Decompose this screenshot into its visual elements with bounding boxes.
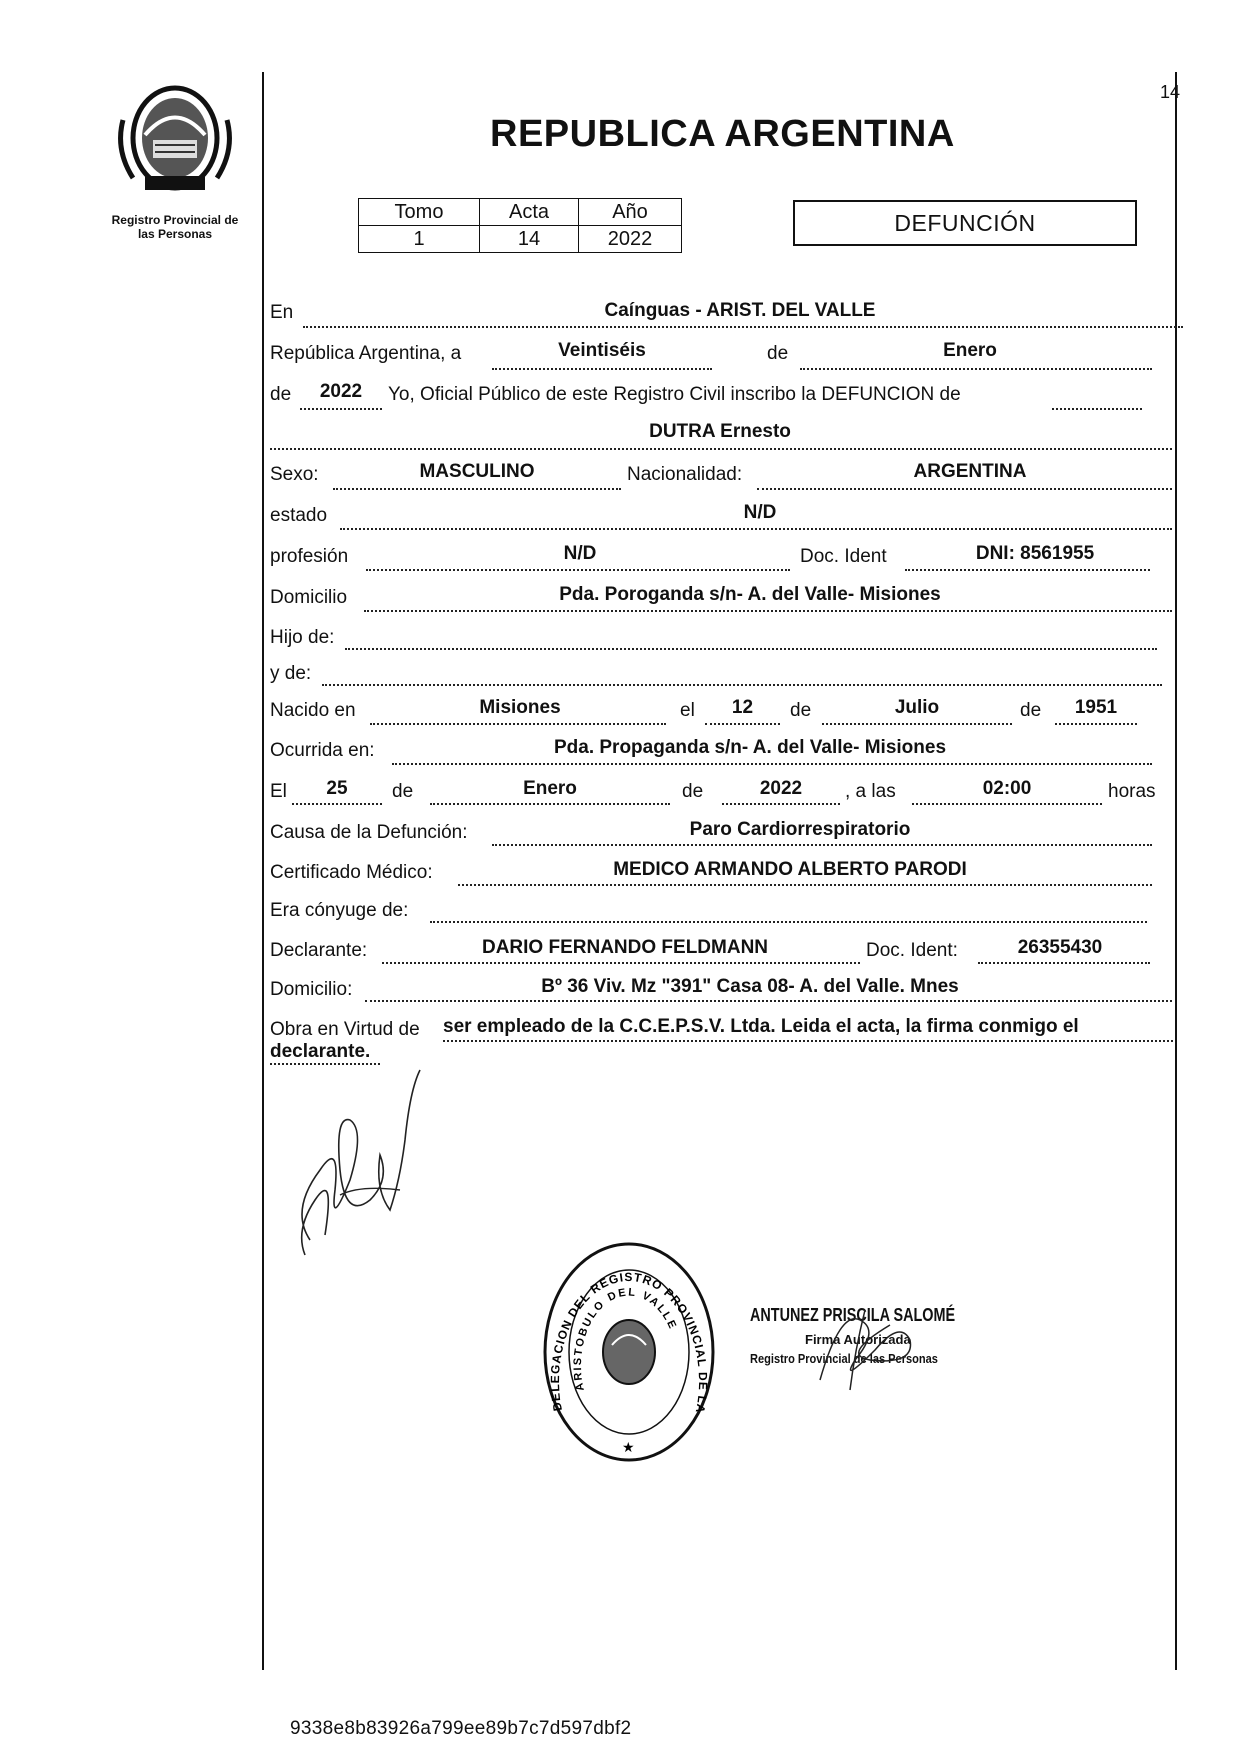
place-line <box>303 326 1183 328</box>
page-title: REPUBLICA ARGENTINA <box>490 113 955 155</box>
cause-line <box>492 844 1152 846</box>
address-line <box>364 610 1172 612</box>
birth-year-value: 1951 <box>1074 697 1118 718</box>
closing-prefix: Obra en Virtud de <box>270 1019 420 1040</box>
year-line <box>300 408 382 410</box>
birth-month-line <box>822 723 1012 725</box>
doc-line <box>905 569 1150 571</box>
declarant-value: DARIO FERNANDO FELDMANN <box>481 937 769 958</box>
de-label: de <box>790 700 812 721</box>
declarant-doc-value: 26355430 <box>1017 937 1103 958</box>
death-year-line <box>722 803 840 805</box>
nationality-line <box>757 488 1172 490</box>
cause-label: Causa de la Defunción: <box>270 822 468 843</box>
death-time-line <box>912 803 1102 805</box>
civil-status-label: estado <box>270 505 328 526</box>
declarant-line <box>382 962 860 964</box>
civil-status-value: N/D <box>743 502 777 523</box>
and-of-line <box>322 684 1162 686</box>
month-line <box>800 368 1152 370</box>
registration-statement: Yo, Oficial Público de este Registro Civil inscribo la DEFUNCION de <box>388 384 961 405</box>
medical-cert-value: MEDICO ARMANDO ALBERTO PARODI <box>613 859 967 880</box>
born-in-value: Misiones <box>479 697 561 718</box>
profession-line <box>366 569 790 571</box>
medical-cert-line <box>458 884 1152 886</box>
document-hash: 9338e8b83926a799ee89b7c7d597dbf2 <box>290 1718 632 1739</box>
official-role: Firma Autorizada <box>805 1332 911 1347</box>
occurred-label: Ocurrida en: <box>270 740 375 761</box>
and-of-label: y de: <box>270 663 312 684</box>
nationality-label: Nacionalidad: <box>627 464 743 485</box>
acta-value: 14 <box>480 226 579 253</box>
address-label: Domicilio <box>270 587 348 608</box>
birth-year-line <box>1055 723 1137 725</box>
page-number: 14 <box>1160 82 1181 102</box>
born-in-line <box>370 723 666 725</box>
en-label: En <box>270 302 294 323</box>
sex-value: MASCULINO <box>419 461 535 482</box>
closing-text-line1: ser empleado de la C.C.E.P.S.V. Ltda. Leida el acta, la firma conmigo el <box>443 1016 1079 1037</box>
declarant-address-value: Bº 36 Viv. Mz "391" Casa 08- A. del Valle. Mnes <box>541 976 959 997</box>
tomo-value: 1 <box>359 226 480 253</box>
declarant-label: Declarante: <box>270 940 368 961</box>
deceased-name-value: DUTRA Ernesto <box>649 421 791 442</box>
declarant-address-label: Domicilio: <box>270 979 353 1000</box>
place-value: Caínguas - ARIST. DEL VALLE <box>604 300 876 321</box>
record-kind-box: DEFUNCIÓN <box>793 200 1137 246</box>
death-year-value: 2022 <box>759 778 803 799</box>
death-day-value: 25 <box>326 778 348 799</box>
occurred-line <box>392 763 1152 765</box>
de-label: de <box>1020 700 1042 721</box>
seal-outer-text: DELEGACION DEL REGISTRO PROVINCIAL DE LA <box>547 1270 711 1415</box>
birth-day-value: 12 <box>731 697 754 718</box>
spouse-label: Era cónyuge de: <box>270 900 409 921</box>
born-in-label: Nacido en <box>270 700 356 721</box>
seal-inner-text: ARISTOBULO DEL VALLE <box>571 1286 679 1393</box>
day-words-value: Veintiséis <box>558 340 646 361</box>
civil-status-line <box>340 528 1172 530</box>
child-of-label: Hijo de: <box>270 627 335 648</box>
year-value: 2022 <box>579 226 682 253</box>
de-label: de <box>392 781 414 802</box>
provincial-coat-of-arms-logo <box>115 80 235 195</box>
right-margin-line <box>1175 72 1177 1670</box>
death-time-value: 02:00 <box>982 778 1032 799</box>
closing-line1 <box>443 1040 1173 1042</box>
sex-label: Sexo: <box>270 464 319 485</box>
de-label: de <box>682 781 704 802</box>
year-value: 2022 <box>319 381 363 402</box>
official-office: Registro Provincial de las Personas <box>750 1351 938 1366</box>
declarant-doc-line <box>978 962 1150 964</box>
left-margin-line <box>262 72 264 1670</box>
sex-line <box>333 488 621 490</box>
acta-header: Acta <box>480 199 579 226</box>
at-hours-label: , a las <box>845 781 896 802</box>
declarant-doc-label: Doc. Ident: <box>866 940 958 961</box>
nationality-value: ARGENTINA <box>913 461 1027 482</box>
republic-label: República Argentina, a <box>270 343 462 364</box>
profession-value: N/D <box>563 543 597 564</box>
hours-label: horas <box>1108 781 1156 802</box>
declarant-signature <box>280 1060 460 1260</box>
occurred-value: Pda. Propaganda s/n- A. del Valle- Misiones <box>553 737 947 758</box>
cause-value: Paro Cardiorrespiratorio <box>689 819 911 840</box>
tomo-header: Tomo <box>359 199 480 226</box>
svg-text:★: ★ <box>622 1440 635 1456</box>
logo-caption: Registro Provincial de las Personas <box>111 213 239 241</box>
el-label: el <box>680 700 695 721</box>
de-label: de <box>270 384 292 405</box>
closing-text-line2: declarante. <box>270 1041 371 1062</box>
death-el-label: El <box>270 781 287 802</box>
de-label: de <box>767 343 789 364</box>
official-signature <box>800 1290 930 1400</box>
death-month-line <box>430 803 670 805</box>
month-value: Enero <box>943 340 997 361</box>
registry-oval-seal <box>542 1240 717 1465</box>
statement-tail-line <box>1052 408 1142 410</box>
profession-label: profesión <box>270 546 349 567</box>
official-name: ANTUNEZ PRISCILA SALOMÉ <box>750 1305 956 1325</box>
child-of-line <box>345 648 1157 650</box>
deceased-name-line <box>270 448 1172 450</box>
declarant-address-line <box>365 1000 1172 1002</box>
doc-value: DNI: 8561955 <box>975 543 1095 564</box>
medical-cert-label: Certificado Médico: <box>270 862 433 883</box>
birth-month-value: Julio <box>894 697 940 718</box>
doc-label: Doc. Ident <box>800 546 887 567</box>
registry-number-table <box>358 198 682 253</box>
day-words-line <box>492 368 712 370</box>
death-month-value: Enero <box>523 778 577 799</box>
year-header: Año <box>579 199 682 226</box>
birth-day-line <box>705 723 780 725</box>
address-value: Pda. Poroganda s/n- A. del Valle- Misiones <box>559 584 941 605</box>
death-day-line <box>292 803 382 805</box>
spouse-line <box>430 921 1147 923</box>
